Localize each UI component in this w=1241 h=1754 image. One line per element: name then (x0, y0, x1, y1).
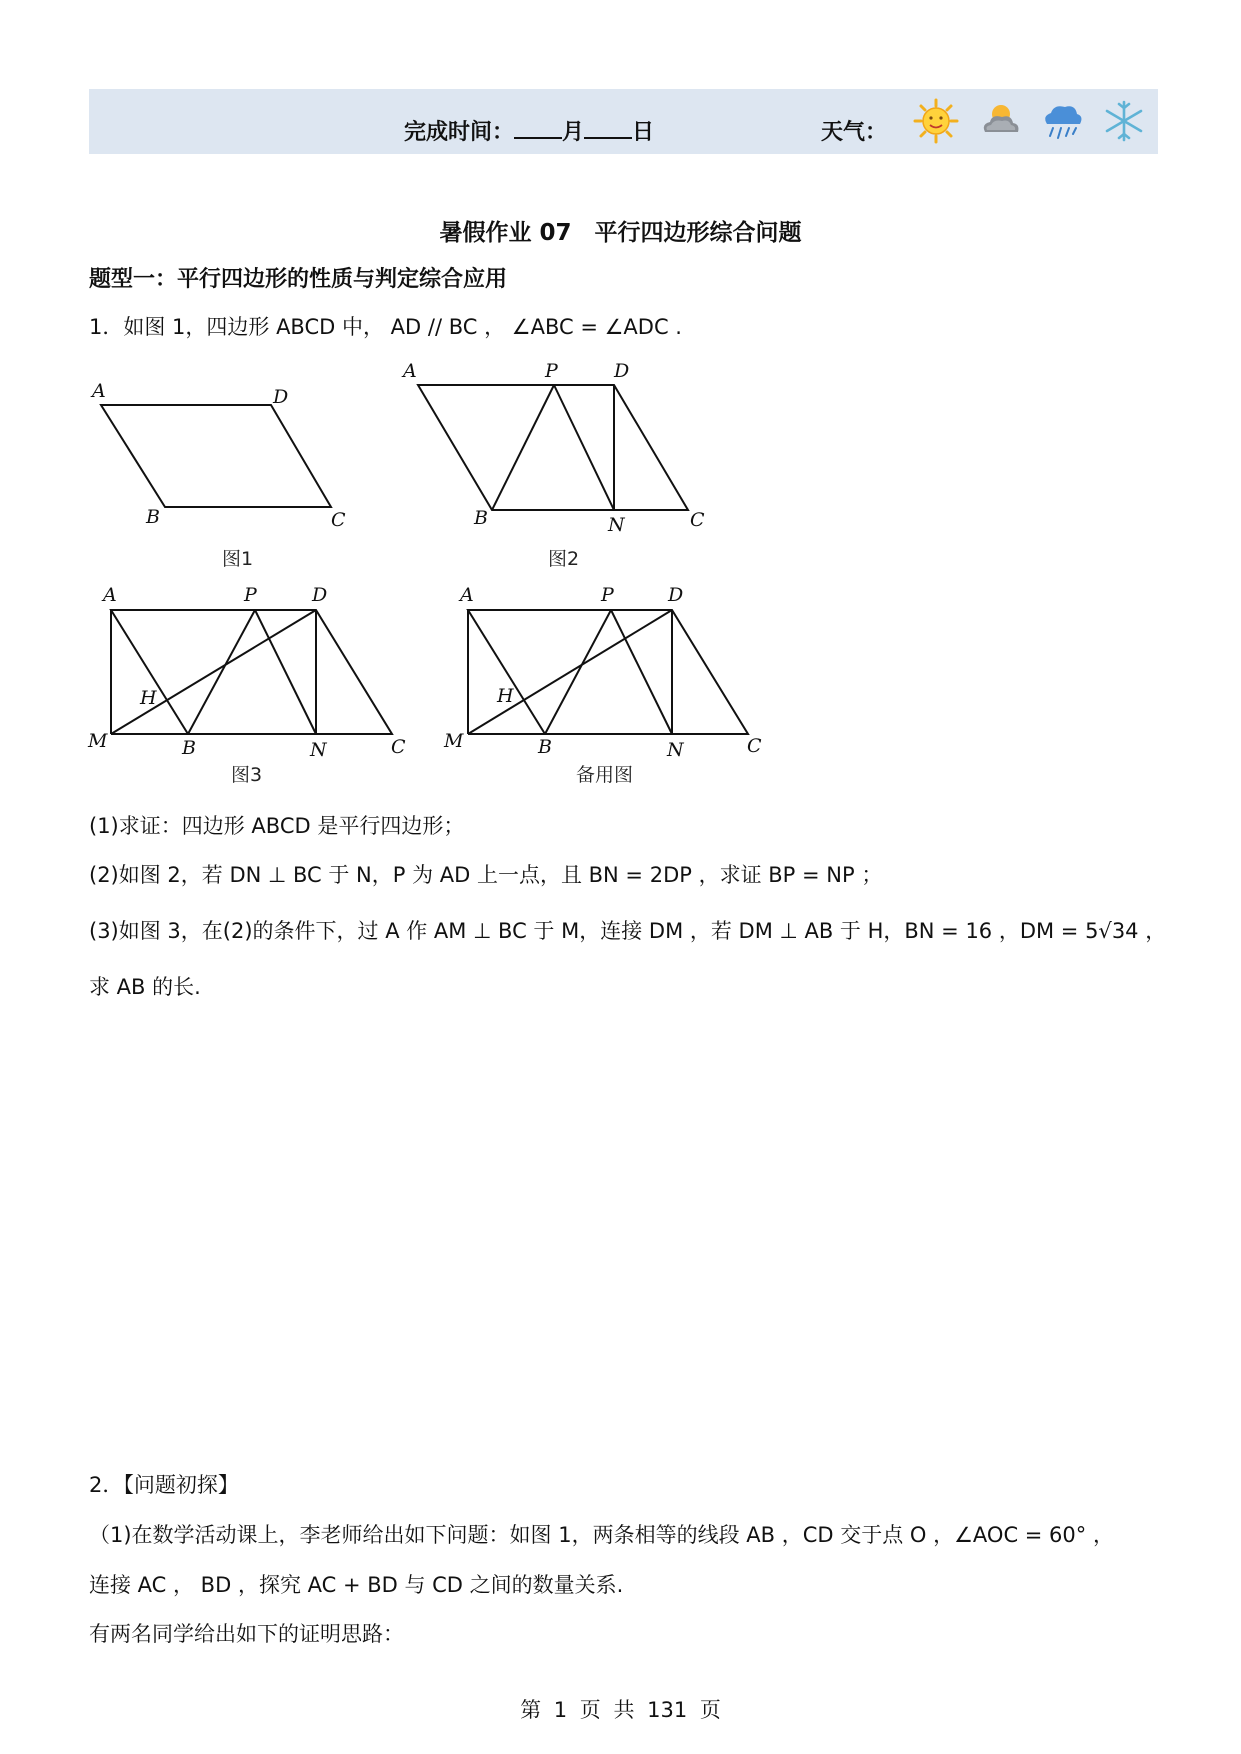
spare-label-c: C (747, 735, 762, 757)
fig3-label-m: M (88, 730, 108, 752)
fig2-label-p: P (545, 360, 558, 382)
fig1-caption: 图1 (222, 548, 254, 570)
spare-caption: 备用图 (576, 764, 634, 786)
fig2-line-pn (554, 385, 614, 510)
spare-label-a: A (460, 584, 474, 606)
problem2-line1: （1)在数学活动课上，李老师给出如下问题：如图 1，两条相等的线段 AB ，CD 交于点 O ，∠AOC = 60° ， (89, 1523, 1114, 1547)
fig3-label-h: H (140, 687, 157, 709)
figure-2 (418, 385, 688, 510)
fig2-label-n: N (608, 514, 625, 536)
fig3-label-n: N (310, 739, 327, 761)
fig2-label-b: B (474, 507, 488, 529)
spare-label-h: H (497, 685, 514, 707)
problem2-heading: 2．【问题初探】 (89, 1473, 239, 1497)
fig3-label-a: A (103, 584, 117, 606)
section-title: 题型一：平行四边形的性质与判定综合应用 (89, 267, 508, 292)
fig3-label-c: C (391, 736, 406, 758)
spare-label-p: P (601, 584, 614, 606)
page-footer: 第 1 页 共 131 页 (520, 1698, 721, 1722)
spare-label-m: M (444, 730, 464, 752)
fig1-label-d: D (273, 386, 289, 408)
completion-label: 完成时间： (404, 120, 515, 145)
figure-3 (111, 610, 392, 734)
problem1-q3-line1: (3)如图 3，在(2)的条件下，过 A 作 AM ⊥ BC 于 M，连接 DM ，若 DM ⊥ AB 于 H，BN = 16 ，DM = 5√34 ， (89, 919, 1167, 943)
fig3-line-bp (188, 610, 255, 734)
fig3-parallelogram (111, 610, 392, 734)
spare-line-bp (545, 610, 611, 734)
problem1-q2: (2)如图 2，若 DN ⊥ BC 于 N，P 为 AD 上一点，且 BN = 2DP ，求证 BP = NP ； (89, 863, 883, 887)
problem1-intro: 1．如图 1，四边形 ABCD 中， AD // BC ， ∠ABC = ∠ADC . (89, 315, 682, 339)
spare-label-n: N (667, 739, 684, 761)
figure-1 (101, 405, 331, 507)
fig3-caption: 图3 (231, 764, 263, 786)
spare-label-b: B (538, 736, 552, 758)
geometry-figures (0, 0, 1241, 800)
fig1-label-a: A (92, 380, 106, 402)
fig1-label-c: C (331, 509, 346, 531)
day-label: 日 (632, 120, 655, 145)
fig3-label-p: P (244, 584, 257, 606)
figure-spare (468, 610, 748, 734)
fig2-parallelogram (418, 385, 688, 510)
problem1-q1: (1)求证：四边形 ABCD 是平行四边形； (89, 814, 465, 838)
fig1-parallelogram (101, 405, 331, 507)
fig1-label-b: B (146, 506, 160, 528)
problem2-line2: 连接 AC ， BD ，探究 AC + BD 与 CD 之间的数量关系. (89, 1573, 624, 1597)
fig2-label-c: C (690, 509, 705, 531)
fig2-line-bp (492, 385, 554, 510)
fig2-label-a: A (403, 360, 417, 382)
month-label: 月 (562, 120, 585, 145)
page-title: 暑假作业 07 平行四边形综合问题 (439, 220, 802, 246)
spare-label-d: D (668, 584, 684, 606)
weather-label: 天气： (821, 120, 888, 145)
fig3-label-b: B (182, 737, 196, 759)
spare-parallelogram (468, 610, 748, 734)
fig2-caption: 图2 (548, 548, 580, 570)
fig3-label-d: D (312, 584, 328, 606)
fig2-label-d: D (614, 360, 630, 382)
problem1-q3-line2: 求 AB 的长. (89, 975, 201, 999)
problem2-line3: 有两名同学给出如下的证明思路： (89, 1622, 404, 1646)
